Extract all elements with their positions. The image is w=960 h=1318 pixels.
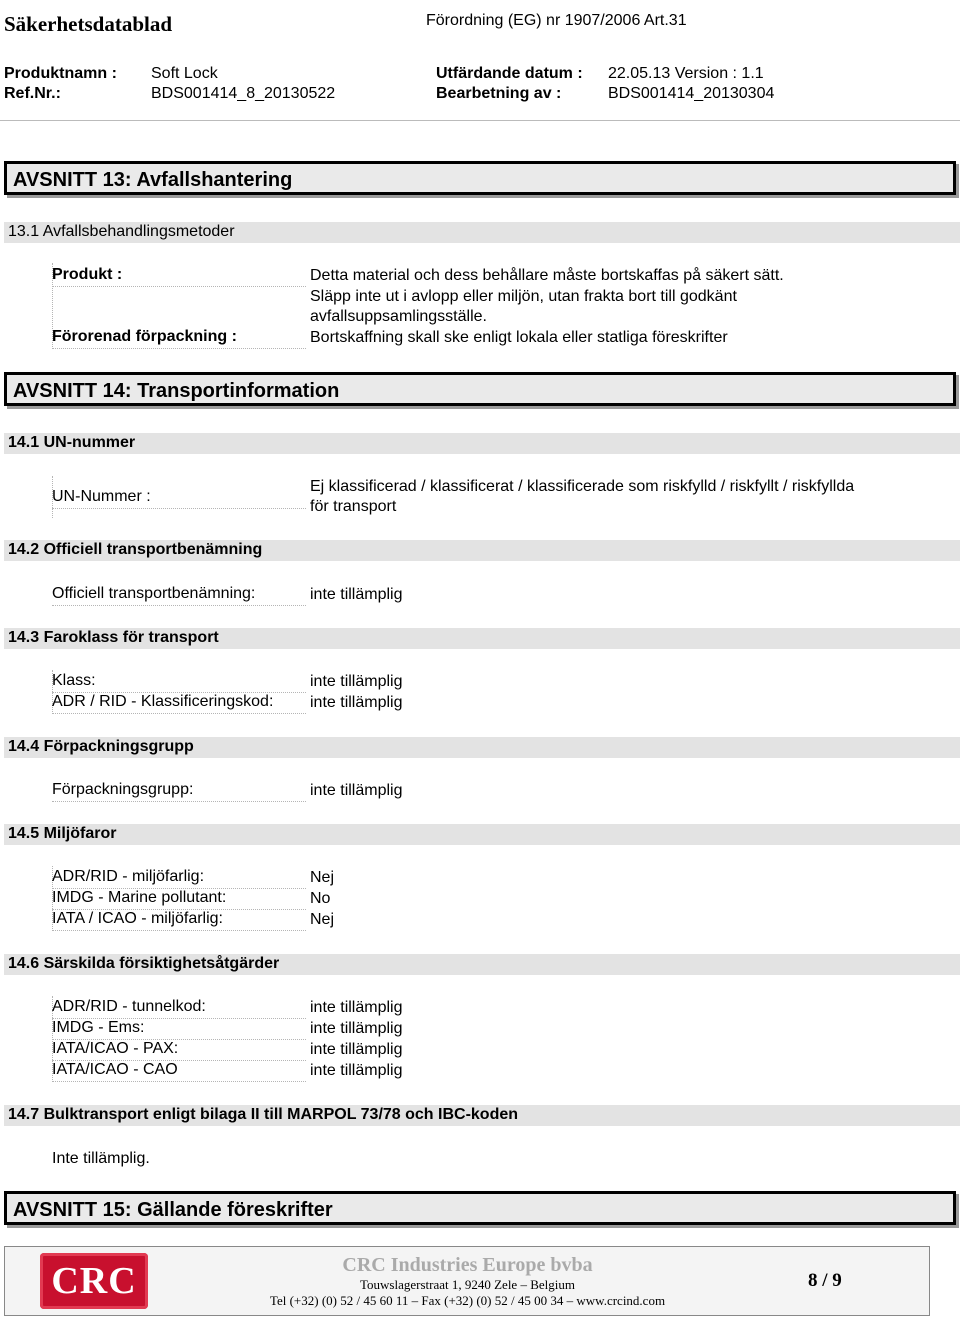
- subsection-14-4: [4, 737, 960, 758]
- subsection-14-7: [4, 1105, 960, 1126]
- revision-value: BDS001414_20130304: [608, 85, 775, 102]
- precaution-label: ADR/RID - tunnelkod:: [52, 997, 306, 1019]
- env-hazard-label: IMDG - Marine pollutant:: [52, 888, 306, 910]
- precaution-value: inte tillämplig: [310, 1020, 403, 1037]
- document-title: Säkerhetsdatablad: [4, 12, 173, 36]
- page-number: 8 / 9: [808, 1270, 842, 1291]
- class-label: Klass:: [52, 671, 306, 693]
- un-number-label: UN-Nummer :: [52, 487, 306, 509]
- section-15-title: AVSNITT 15: Gällande föreskrifter: [13, 1199, 333, 1221]
- precaution-value: inte tillämplig: [310, 1062, 403, 1079]
- crc-logo: [40, 1253, 148, 1309]
- subsection-14-1-title: 14.1 UN-nummer: [8, 434, 136, 451]
- company-contact: Tel (+32) (0) 52 / 45 60 11 – Fax (+32) (0) 52 / 45 00 34 – www.crcind.com: [269, 1293, 666, 1308]
- company-address: Touwslagerstraat 1, 9240 Zele – Belgium: [360, 1277, 575, 1292]
- section-15-header: [4, 1191, 956, 1225]
- produkt-value-line-1: Detta material och dess behållare måste bortskaffas på säkert sätt.: [310, 267, 784, 284]
- header-divider: [0, 120, 960, 121]
- packing-group-value: inte tillämplig: [310, 782, 403, 799]
- ref-number-value: BDS001414_8_20130522: [151, 85, 336, 102]
- subsection-14-3-title: 14.3 Faroklass för transport: [8, 629, 219, 646]
- subsection-14-5: [4, 824, 960, 845]
- precaution-label: IATA/ICAO - PAX:: [52, 1039, 306, 1061]
- produkt-label: Produkt :: [52, 265, 306, 287]
- subsection-14-3: [4, 628, 960, 649]
- shipping-name-label: Officiell transportbenämning:: [52, 584, 306, 606]
- product-name-label: Produktnamn :: [4, 65, 117, 82]
- env-hazard-value: Nej: [310, 869, 335, 886]
- ref-number-label: Ref.Nr.:: [4, 85, 61, 102]
- subsection-14-2-title: 14.2 Officiell transportbenämning: [8, 541, 263, 558]
- env-hazard-value: No: [310, 890, 331, 907]
- crc-logo-text: CRC: [51, 1260, 137, 1302]
- subsection-14-5-title: 14.5 Miljöfaror: [8, 825, 117, 842]
- subsection-14-1: [4, 433, 960, 454]
- section-14-header: [4, 372, 956, 406]
- shipping-name-value: inte tillämplig: [310, 586, 403, 603]
- class-value: inte tillämplig: [310, 673, 403, 690]
- contaminated-packaging-value: Bortskaffning skall ske enligt lokala eller statliga föreskrifter: [310, 329, 728, 346]
- precaution-value: inte tillämplig: [310, 1041, 403, 1058]
- issue-date-label: Utfärdande datum :: [436, 65, 583, 82]
- produkt-value-line-3: avfallsuppsamlingsställe.: [310, 308, 487, 325]
- section-13-title: AVSNITT 13: Avfallshantering: [13, 169, 293, 191]
- subsection-13-1: [4, 222, 960, 243]
- company-name: CRC Industries Europe bvba: [342, 1254, 593, 1276]
- bulk-transport-value: Inte tillämplig.: [52, 1150, 150, 1167]
- precaution-label: IMDG - Ems:: [52, 1018, 306, 1040]
- produkt-value-line-2: Släpp inte ut i avlopp eller miljön, utan frakta bort till godkänt: [310, 288, 737, 305]
- subsection-14-2: [4, 540, 960, 561]
- adr-classification-value: inte tillämplig: [310, 694, 403, 711]
- precaution-value: inte tillämplig: [310, 999, 403, 1016]
- subsection-14-6-title: 14.6 Särskilda försiktighetsåtgärder: [8, 955, 280, 972]
- section-13-header: [4, 161, 956, 195]
- subsection-14-4-title: 14.4 Förpackningsgrupp: [8, 738, 194, 755]
- env-hazard-label: ADR/RID - miljöfarlig:: [52, 867, 306, 889]
- regulation-reference: Förordning (EG) nr 1907/2006 Art.31: [426, 12, 687, 29]
- product-name-value: Soft Lock: [151, 65, 218, 82]
- un-number-value-line-2: för transport: [310, 498, 397, 515]
- subsection-14-7-title: 14.7 Bulktransport enligt bilaga II till MARPOL 73/78 och IBC-koden: [8, 1106, 519, 1123]
- adr-classification-label: ADR / RID - Klassificeringskod:: [52, 692, 306, 714]
- un-number-value-line-1: Ej klassificerad / klassificerat / klassificerade som riskfylld / riskfyllt / riskfyllda: [310, 478, 855, 495]
- revision-label: Bearbetning av :: [436, 85, 562, 102]
- env-hazard-value: Nej: [310, 911, 335, 928]
- precaution-label: IATA/ICAO - CAO: [52, 1060, 306, 1082]
- packing-group-label: Förpackningsgrupp:: [52, 780, 306, 802]
- contaminated-packaging-label: Förorenad förpackning :: [52, 327, 306, 349]
- subsection-14-6: [4, 954, 960, 975]
- env-hazard-label: IATA / ICAO - miljöfarlig:: [52, 909, 306, 931]
- subsection-13-1-title: 13.1 Avfallsbehandlingsmetoder: [8, 223, 235, 240]
- section-14-title: AVSNITT 14: Transportinformation: [13, 380, 340, 402]
- issue-date-value: 22.05.13 Version : 1.1: [608, 65, 764, 82]
